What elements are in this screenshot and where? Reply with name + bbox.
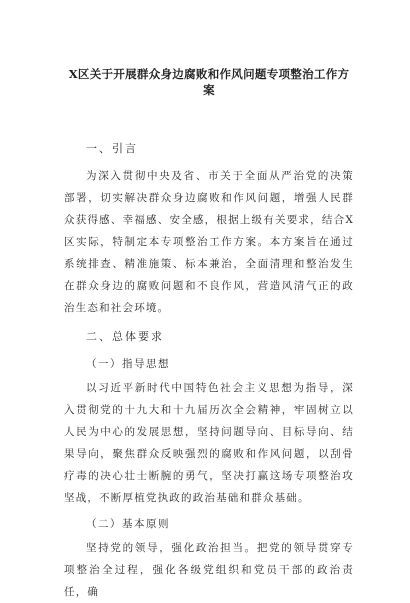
- subsection-heading-basic-principles: （二）基本原则: [86, 518, 170, 530]
- guiding-ideology-paragraph: 以习近平新时代中国特色社会主义思想为指导，深入贯彻党的十九大和十九届历次全会精神，牢固树立以人民为中心的发展思想，坚持问题导向、目标导向、结果导向，聚焦群众反映强烈的腐败和作风问题，以刮骨疗毒的决心壮士断腕的勇气，坚决打赢这场专项整治攻坚战，不断厚植党执政的政治基础和群众基础。: [64, 382, 354, 504]
- subsection-heading-guiding-ideology: （一）指导思想: [86, 358, 170, 370]
- section-heading-general-requirements: 二、总体要求: [86, 330, 164, 343]
- section-heading-introduction: 一、引言: [86, 142, 138, 155]
- basic-principles-paragraph: 坚持党的领导，强化政治担当。把党的领导贯穿专项整治全过程，强化各级党组织和党员干部的政治责任，确: [64, 542, 354, 598]
- introduction-paragraph: 为深入贯彻中央及省、市关于全面从严治党的决策部署，切实解决群众身边腐败和作风问题，增强人民群众获得感、幸福感、安全感，根据上级有关要求，结合X区实际，特制定本专项整治工作方案。本方案旨在通过系统排查、精准施策、标本兼治，全面清理和整治发生在群众身边的腐败问题和不良作风，营造风清气正的政治生态和社会环境。: [64, 170, 354, 314]
- document-title: X区关于开展群众身边腐败和作风问题专项整治工作方案: [68, 67, 350, 97]
